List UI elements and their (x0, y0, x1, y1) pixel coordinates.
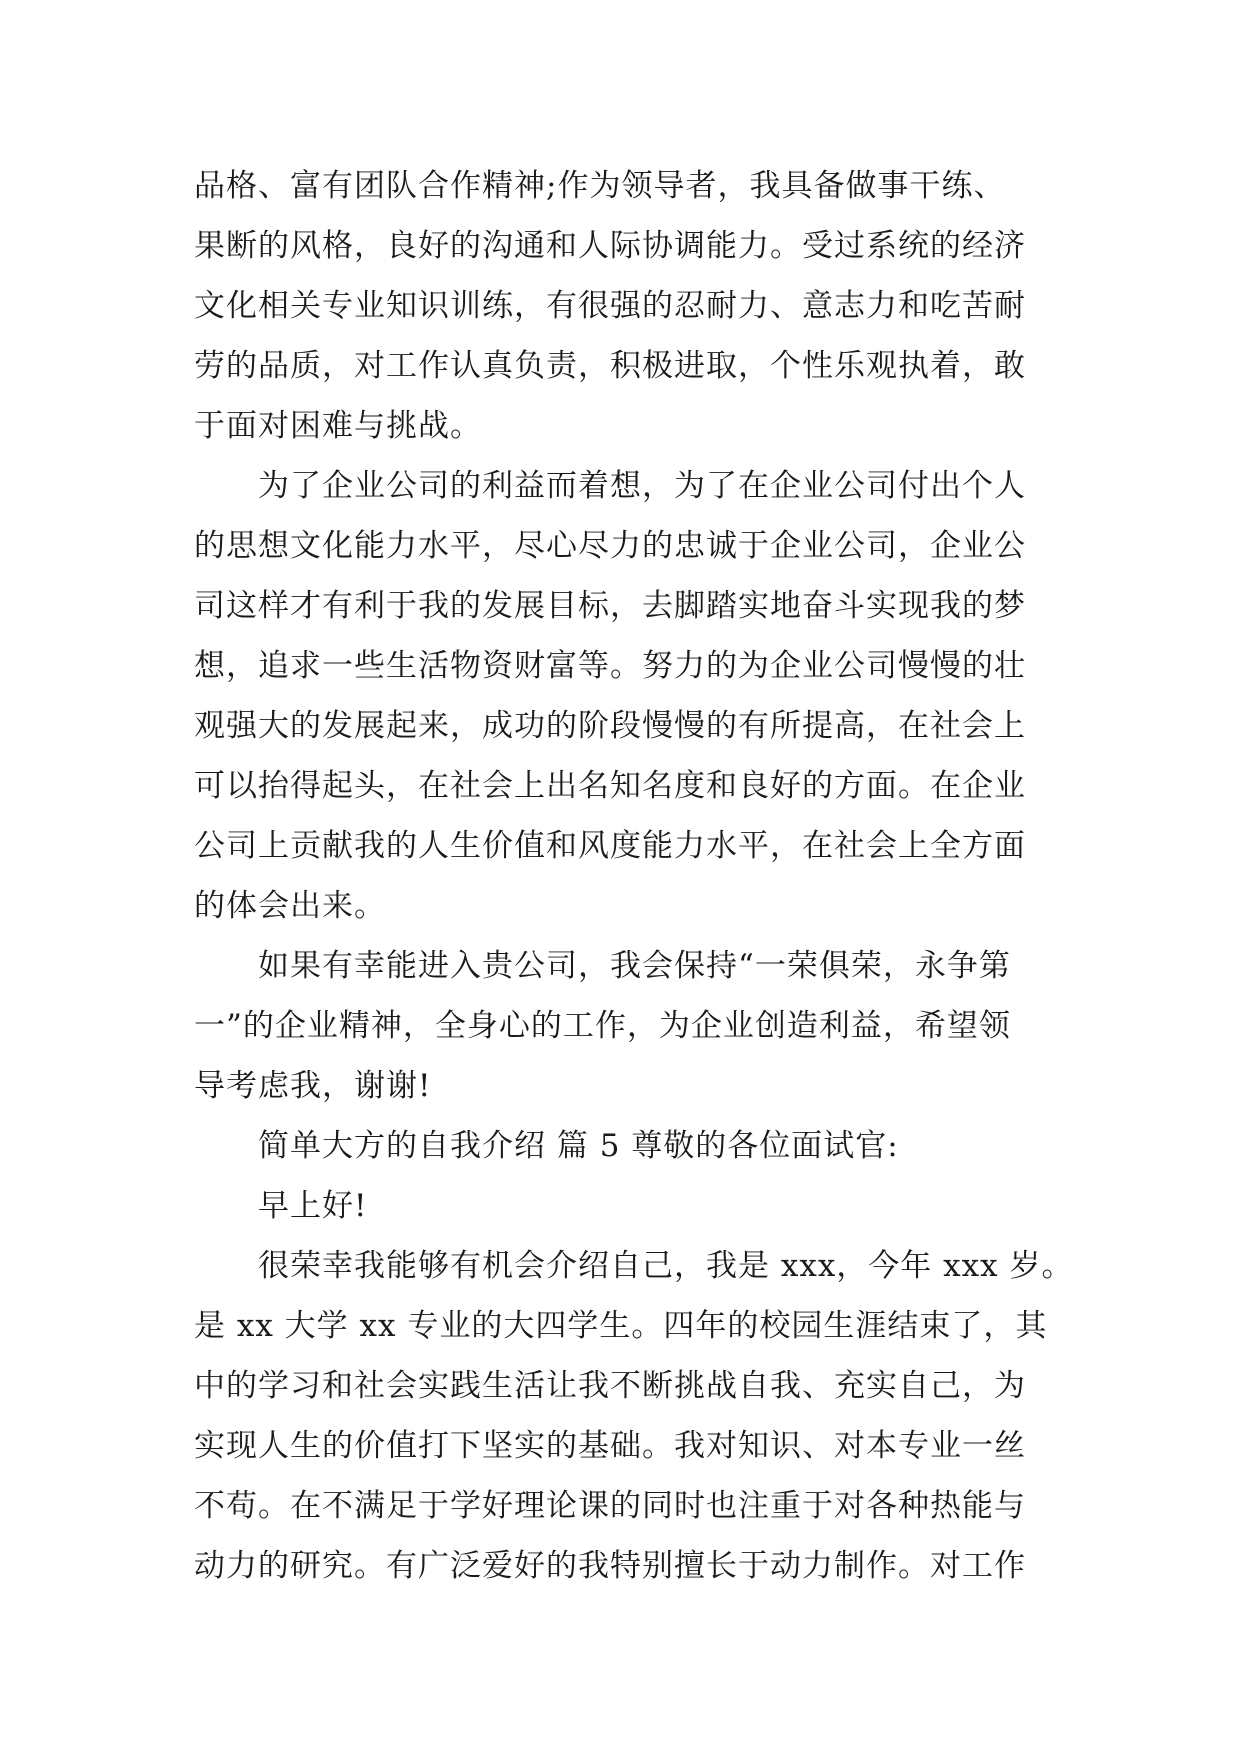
text-line: 想，追求一些生活物资财富等。努力的为企业公司慢慢的壮 (194, 648, 1026, 684)
text-line: 司这样才有利于我的发展目标，去脚踏实地奋斗实现我的梦 (194, 588, 1026, 624)
text-line: 一”的企业精神，全身心的工作，为企业创造利益，希望领 (194, 1008, 1011, 1044)
text-line: 是 xx 大学 xx 专业的大四学生。四年的校园生涯结束了，其 (194, 1308, 1048, 1344)
text-line: 的思想文化能力水平，尽心尽力的忠诚于企业公司，企业公 (194, 528, 1026, 564)
text-line: 公司上贡献我的人生价值和风度能力水平，在社会上全方面 (194, 828, 1026, 864)
text-line: 劳的品质，对工作认真负责，积极进取，个性乐观执着，敢 (194, 348, 1026, 384)
section-heading: 简单大方的自我介绍 篇 5 尊敬的各位面试官: (258, 1128, 899, 1164)
text-line: 可以抬得起头，在社会上出名知名度和良好的方面。在企业 (194, 768, 1026, 804)
text-line: 观强大的发展起来，成功的阶段慢慢的有所提高，在社会上 (194, 708, 1026, 744)
document-body (194, 156, 1074, 1596)
text-line: 的体会出来。 (194, 888, 386, 924)
paragraph-first-line: 如果有幸能进入贵公司，我会保持“一荣俱荣，永争第 (258, 948, 1011, 984)
text-line: 动力的研究。有广泛爱好的我特别擅长于动力制作。对工作 (194, 1548, 1026, 1584)
text-line: 文化相关专业知识训练，有很强的忍耐力、意志力和吃苦耐 (194, 288, 1026, 324)
paragraph-first-line: 很荣幸我能够有机会介绍自己，我是 xxx，今年 xxx 岁。 (258, 1248, 1074, 1284)
text-line: 不苟。在不满足于学好理论课的同时也注重于对各种热能与 (194, 1488, 1026, 1524)
text-line: 果断的风格，良好的沟通和人际协调能力。受过系统的经济 (194, 228, 1026, 264)
text-line: 导考虑我，谢谢! (194, 1068, 432, 1104)
text-line: 中的学习和社会实践生活让我不断挑战自我、充实自己，为 (194, 1368, 1026, 1404)
paragraph-first-line: 为了企业公司的利益而着想，为了在企业公司付出个人 (258, 468, 1026, 504)
greeting-line: 早上好! (258, 1188, 368, 1224)
text-line: 品格、富有团队合作精神;作为领导者，我具备做事干练、 (194, 168, 1006, 204)
text-line: 于面对困难与挑战。 (194, 408, 482, 444)
text-line: 实现人生的价值打下坚实的基础。我对知识、对本专业一丝 (194, 1428, 1026, 1464)
